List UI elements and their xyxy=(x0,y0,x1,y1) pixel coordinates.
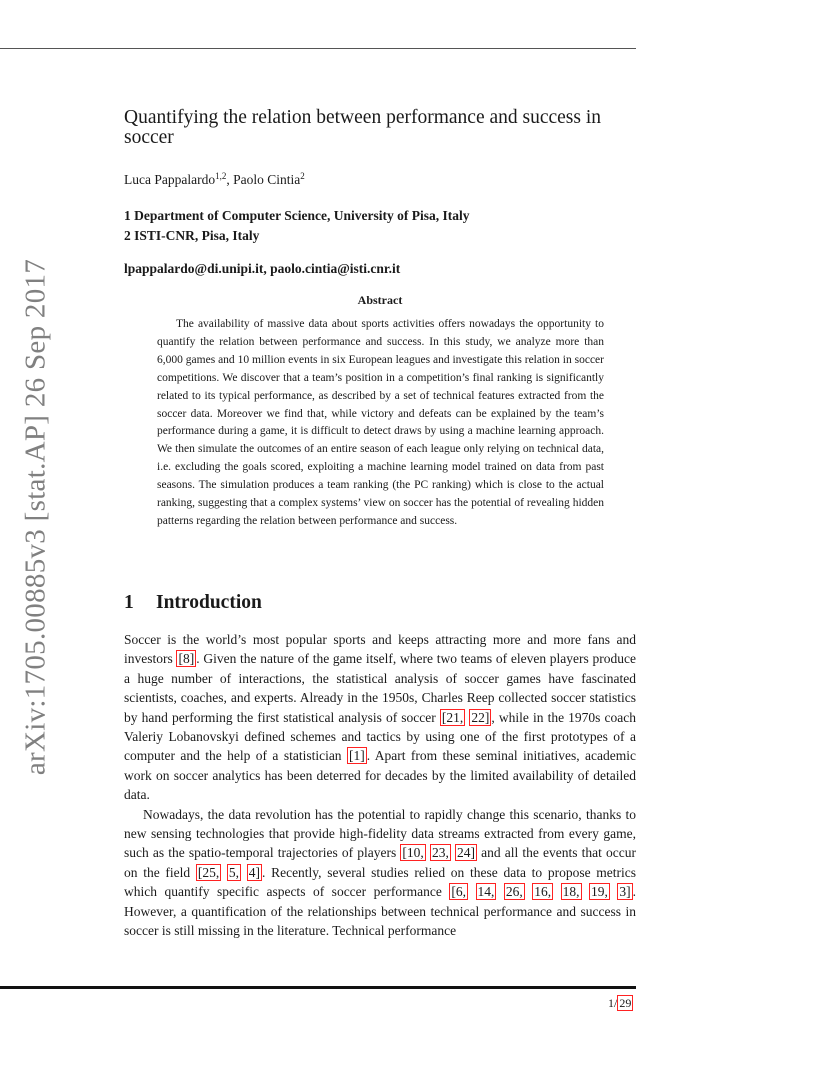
author-affiliation-mark: 2 xyxy=(300,171,305,181)
text-run: Nowadays, the data revolution has the potential to rapidly change this scenario, thanks to new sensing technologies that provide high-fidelity data streams extracted from every game, such as the spatio-temporal trajectories of players xyxy=(124,806,636,861)
citation-link[interactable]: 24] xyxy=(456,845,475,861)
paragraph xyxy=(124,805,636,941)
current-page: 1 xyxy=(608,996,614,1010)
citation-link[interactable]: [21, xyxy=(441,709,464,725)
total-pages-link[interactable]: 29 xyxy=(619,996,632,1010)
citation-link[interactable]: [8] xyxy=(178,651,195,667)
section-title: Introduction xyxy=(156,592,262,613)
text-run: , while in the 1970s coach Valeriy Lobanovskyi defined schemes and tactics by using one of the first prototypes of a computer and the help of a statistician xyxy=(124,709,637,764)
citation-link[interactable]: [6, xyxy=(451,884,466,900)
citation-link[interactable]: 4] xyxy=(248,864,260,880)
abstract-text: The availability of massive data about sports activities offers nowadays the opportunity to quantify the relation between performance and success. In this study, we analyze more than 6,000 games and 10 million events in six European leagues and investigate this relation in soccer competitions. We discover that a team’s position in a competition’s final ranking is significantly related to its typical performance, as described by a set of technical features extracted from the soccer data. Moreover we find that, while victory and defeats can be explained by the team’s performance during a game, it is difficult to detect draws by using a machine learning approach. We then simulate the outcomes of an entire season of each league only relying on technical data, i.e. excluding the goals scored, exploiting a machine learning model trained on data from past seasons. The simulation produces a team ranking (the PC ranking) which is close to the actual ranking, suggesting that a complex systems’ view on soccer has the potential of revealing hidden patterns regarding the relation between performance and success. xyxy=(157,318,604,527)
page-separator: / xyxy=(614,996,618,1010)
author-emails: lpappalardo@di.unipi.it, paolo.cintia@isti.cnr.it xyxy=(124,261,401,276)
arxiv-id-stamp: arXiv:1705.00885v3 [stat.AP] 26 Sep 2017 xyxy=(19,258,52,776)
text-run: . However, a quantification of the relationships between technical performance and success in soccer is still missing in the literature. Technical performance xyxy=(124,884,636,939)
author-line xyxy=(124,171,305,188)
text-run: and all the events that occur on the field xyxy=(124,845,637,880)
affiliations xyxy=(124,206,469,246)
citation-link[interactable]: 16, xyxy=(534,884,552,900)
author-name: Luca Pappalardo xyxy=(124,172,216,187)
citation-link[interactable]: 14, xyxy=(477,884,495,900)
text-run: Soccer is the world’s most popular sports and keeps attracting more and more fans and investors xyxy=(124,632,636,667)
citation-link[interactable]: [10, xyxy=(402,845,424,861)
citation-link[interactable]: 18, xyxy=(562,884,580,900)
citation-link[interactable]: [1] xyxy=(348,748,365,764)
citation-link[interactable]: 23, xyxy=(431,845,449,861)
author-name: Paolo Cintia xyxy=(233,172,301,187)
citation-link[interactable]: 19, xyxy=(591,884,608,900)
abstract-heading: Abstract xyxy=(357,293,403,307)
text-run: . Given the nature of the game itself, where two teams of eleven players produce a huge number of interactions, the statistical analysis of soccer games have fascinated scientists, coaches, and experts. Already in the 1950s, Charles Reep collected soccer statistics by hand performing the first statistical analysis of soccer xyxy=(124,651,636,725)
top-rule xyxy=(0,48,636,49)
citation-link[interactable]: [25, xyxy=(197,864,220,880)
citation-link[interactable]: 5, xyxy=(228,864,240,880)
paper-title: Quantifying the relation between performance and success in soccer xyxy=(124,107,602,148)
bottom-rule xyxy=(0,986,636,989)
text-run: . Recently, several studies relied on these data to propose metrics which quantify specific aspects of soccer performance xyxy=(124,864,637,900)
affiliation-1: 1 Department of Computer Science, University of Pisa, Italy xyxy=(124,208,470,223)
citation-link[interactable]: 3] xyxy=(619,884,631,900)
body-text xyxy=(124,630,636,941)
author-affiliation-mark: 1,2 xyxy=(215,171,227,181)
citation-link[interactable]: 22] xyxy=(471,709,490,725)
paragraph xyxy=(124,630,636,805)
section-heading xyxy=(124,592,262,614)
page-number xyxy=(608,996,633,1011)
section-number: 1 xyxy=(124,592,134,613)
abstract-body xyxy=(157,316,604,531)
text-run: . Apart from these seminal initiatives, academic work on soccer analytics has been deterred for decades by the limited availability of detailed data. xyxy=(124,748,636,803)
citation-link[interactable]: 26, xyxy=(505,884,523,900)
author-separator: , xyxy=(226,172,234,187)
affiliation-2: 2 ISTI-CNR, Pisa, Italy xyxy=(124,228,260,243)
